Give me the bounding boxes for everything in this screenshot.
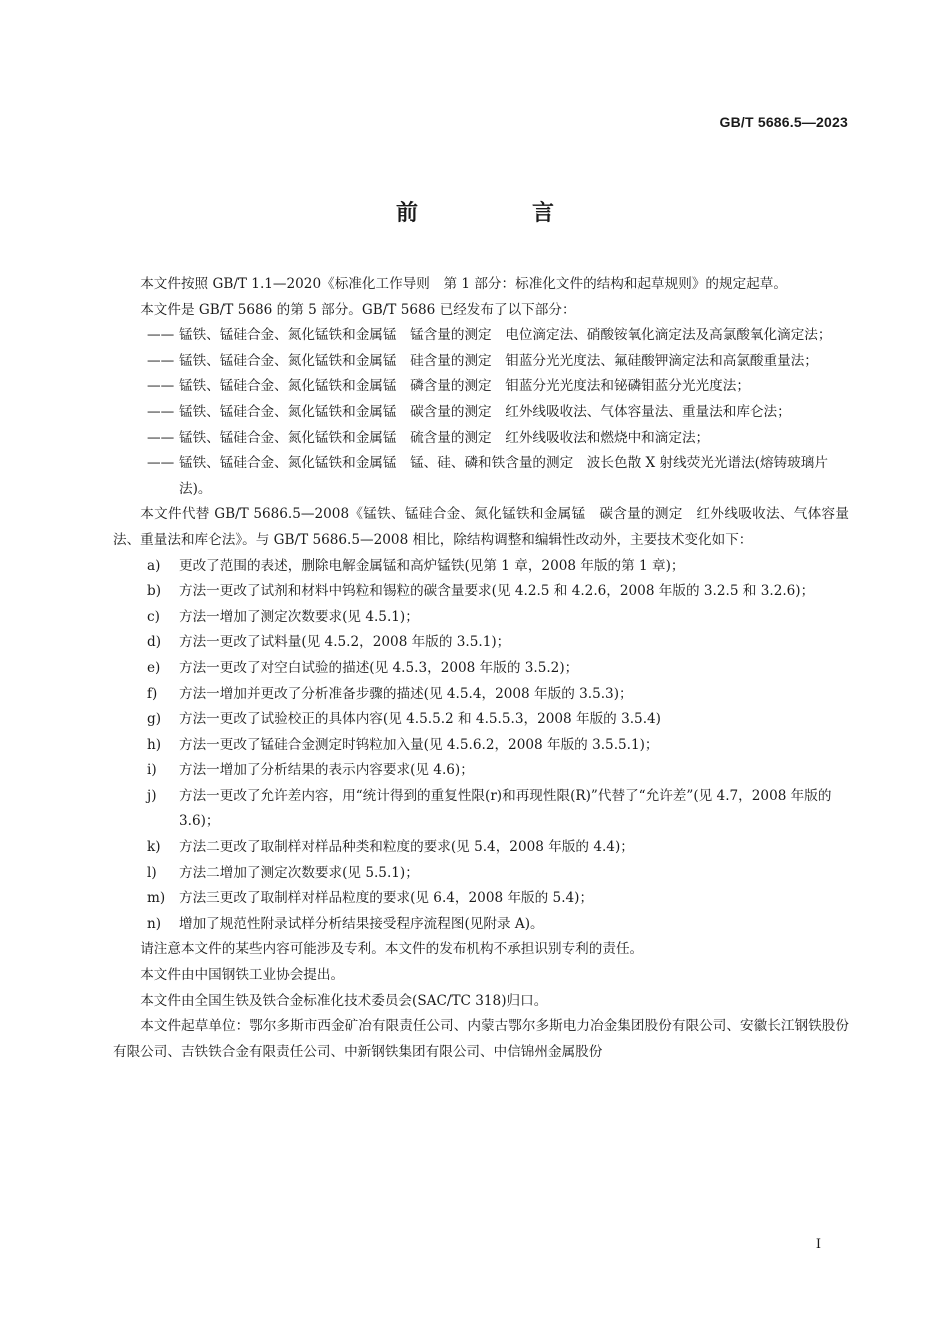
list-item [113,886,849,912]
dash-marker: —— [147,378,175,395]
page-title: 前 言 [395,200,600,226]
document-code: GB/T 5686.5—2023 [719,114,848,130]
list-item [113,835,849,861]
list-item-text: 方法二增加了测定次数要求(见 5.5.1)； [179,864,419,881]
list-item [113,733,849,759]
item-label: a) [147,557,161,574]
item-label: n) [147,915,162,932]
list-item-text: 方法一更改了锰硅合金测定时钨粒加入量(见 4.5.6.2，2008 年版的 3.5.5.1)； [179,736,659,753]
item-label: f) [147,685,158,702]
list-item-text: 锰铁、锰硅合金、氮化锰铁和金属锰 硫含量的测定 红外线吸收法和燃烧中和滴定法； [179,429,710,446]
list-item [113,426,849,452]
item-label: b) [147,583,162,600]
list-item-text: 方法一增加并更改了分析准备步骤的描述(见 4.5.4，2008 年版的 3.5.3)； [179,685,633,702]
dash-marker: —— [147,352,175,369]
list-item-text: 锰铁、锰硅合金、氮化锰铁和金属锰 磷含量的测定 钼蓝分光光度法和铋磷钼蓝分光光度法； [179,378,750,395]
list-item [113,451,849,502]
item-label: k) [147,839,161,856]
list-item-text: 方法三更改了取制样对样品粒度的要求(见 6.4，2008 年版的 5.4)； [179,890,594,907]
dash-marker: —— [147,403,175,420]
changes-list [113,554,849,938]
list-item-text: 方法一更改了对空白试验的描述(见 4.5.3，2008 年版的 3.5.2)； [179,659,579,676]
patent-notice: 请注意本文件的某些内容可能涉及专利。本文件的发布机构不承担识别专利的责任。 [140,941,644,958]
list-item-text: 增加了规范性附录试样分析结果接受程序流程图(见附录 A)。 [179,915,544,932]
item-label: h) [147,736,162,753]
item-label: d) [147,634,162,651]
list-item [113,630,849,656]
list-item-text: 方法一更改了试验校正的具体内容(见 4.5.5.2 和 4.5.5.3，2008 年版的 3.5.4) [179,711,661,728]
list-item-text: 方法二更改了取制样对样品种类和粒度的要求(见 5.4，2008 年版的 4.4)； [179,839,634,856]
list-item-text: 方法一更改了试剂和材料中钨粒和锡粒的碳含量要求(见 4.2.5 和 4.2.6，2008 年版的 3.2.5 和 3.2.6)； [179,583,815,600]
list-item [113,656,849,682]
item-label: g) [147,711,162,728]
item-label: j) [147,787,157,804]
list-item-text: 方法一增加了测定次数要求(见 4.5.1)； [179,608,419,625]
list-item-text: 锰铁、锰硅合金、氮化锰铁和金属锰 锰含量的测定 电位滴定法、硝酸铵氧化滴定法及高氯酸氧化滴定法； [179,327,832,344]
list-item-text: 锰铁、锰硅合金、氮化锰铁和金属锰 锰、硅、磷和铁含量的测定 波长色散 X 射线荧光光谱法(熔铸玻璃片法)。 [179,455,828,497]
list-item [113,605,849,631]
foreword-body [113,272,849,1065]
list-item-text: 方法一更改了试料量(见 4.5.2，2008 年版的 3.5.1)； [179,634,511,651]
list-item [113,707,849,733]
dash-marker: —— [147,429,175,446]
list-item [113,579,849,605]
item-label: c) [147,608,160,625]
list-item [113,682,849,708]
intro-paragraph-2: 本文件是 GB/T 5686 的第 5 部分。GB/T 5686 已经发布了以下部分： [140,301,576,318]
list-item [113,400,849,426]
list-item-text: 方法一增加了分析结果的表示内容要求(见 4.6)； [179,762,474,779]
list-item-text: 方法一更改了允许差内容，用“统计得到的重复性限(r)和再现性限(R)”代替了“允许差”(见 4.7，2008 年版的 3.6)； [179,787,832,830]
list-item [113,758,849,784]
list-item [113,349,849,375]
list-item-text: 更改了范围的表述，删除电解金属锰和高炉锰铁(见第 1 章，2008 年版的第 1 章)； [179,557,685,574]
list-item [113,784,849,835]
list-item [113,374,849,400]
item-label: i) [147,762,157,779]
parts-list [113,323,849,502]
dash-marker: —— [147,327,175,344]
item-label: l) [147,864,157,881]
list-item-text: 锰铁、锰硅合金、氮化锰铁和金属锰 碳含量的测定 红外线吸收法、气体容量法、重量法和库仑法； [179,403,791,420]
page-number: I [815,1237,821,1252]
list-item [113,861,849,887]
item-label: m) [147,890,166,907]
list-item-text: 锰铁、锰硅合金、氮化锰铁和金属锰 硅含量的测定 钼蓝分光光度法、氟硅酸钾滴定法和高氯酸重量法； [179,352,818,369]
list-item [113,912,849,938]
list-item [113,554,849,580]
proposer-paragraph: 本文件由中国钢铁工业协会提出。 [140,967,345,984]
intro-paragraph-1: 本文件按照 GB/T 1.1—2020《标准化工作导则 第 1 部分：标准化文件的结构和起草规则》的规定起草。 [140,276,787,292]
replace-paragraph: 本文件代替 GB/T 5686.5—2008《锰铁、锰硅合金、氮化锰铁和金属锰 碳含量的测定 红外线吸收法、气体容量法、重量法和库仑法》。与 GB/T 5686.5—2008 相比，除结构调整和编辑性改动外，主要技术变化如下： [113,506,849,548]
item-label: e) [147,659,161,676]
drafters-paragraph: 本文件起草单位：鄂尔多斯市西金矿冶有限责任公司、内蒙古鄂尔多斯电力冶金集团股份有限公司、安徽长江钢铁股份有限公司、吉铁铁合金有限责任公司、中新钢铁集团有限公司、中信锦州金属股份 [113,1018,849,1060]
committee-paragraph: 本文件由全国生铁及铁合金标准化技术委员会(SAC/TC 318)归口。 [140,992,548,1009]
list-item [113,323,849,349]
dash-marker: —— [147,455,175,472]
